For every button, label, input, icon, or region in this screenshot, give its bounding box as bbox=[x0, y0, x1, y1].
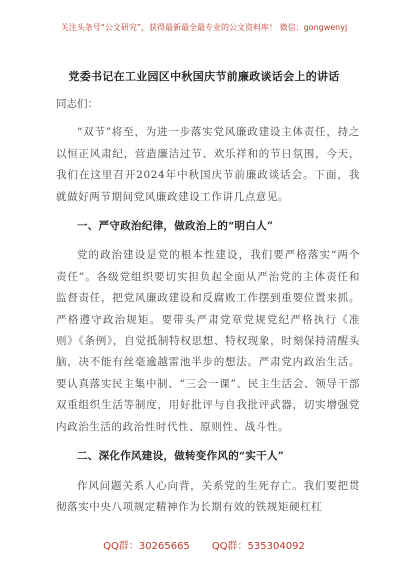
document-body bbox=[56, 94, 360, 518]
section-2-heading: 二、深化作风建设，做转变作风的“实干人” bbox=[77, 450, 285, 463]
promo-banner: 关注头条号“公文研究”，获得最新最全最专业的公文资料库！ 微信：gongwenyj bbox=[60, 23, 348, 32]
section-1-paragraph: 党的政治建设是党的根本性建设，我们要严格落实“两个责任”。各级党组织要切实担负起全面从严治党的主体责任和监督责任，把党风廉政建设和反腐败工作摆到重要位置来抓。严格遵守政治规矩。要带头严肃党章党规党纪严格执行《准则》《条例》，自觉抵制特权思想、特权现象，时刻保持清醒头脑，决不能有丝毫逾越雷池半步的想法。严肃党内政治生活。要认真落实民主集中制、“三会一课”、民主生活会、领导干部双重组织生活等制度，用好批评与自我批评武器，切实增强党内政治生活的政治性时代性、原则性、战斗性。 bbox=[56, 249, 360, 433]
qq-group-1: QQ群：30265665 bbox=[103, 541, 190, 552]
document-title: 党委书记在工业园区中秋国庆节前廉政谈话会上的讲话 bbox=[68, 70, 340, 83]
section-1-heading: 一、严守政治纪律，做政治上的“明白人” bbox=[77, 220, 274, 233]
qq-group-2: QQ群：535304092 bbox=[211, 541, 305, 552]
salutation: 同志们： bbox=[56, 98, 98, 110]
section-2-paragraph: 作风问题关系人心向背，关系党的生死存亡。我们要把贯彻落实中央八项规定精神作为长期有效的铁规矩硬杠杠 bbox=[56, 479, 360, 513]
contact-footer bbox=[0, 540, 408, 554]
intro-paragraph: “双节”将至，为进一步落实党风廉政建设主体责任，持之以恒正风肃纪，营造廉洁过节、欢乐祥和的节日氛围，今天，我们在这里召开2024年中秋国庆节前廉政谈话会。下面，我就做好两节期间党风廉政建设工作讲几点意见。 bbox=[56, 126, 360, 203]
